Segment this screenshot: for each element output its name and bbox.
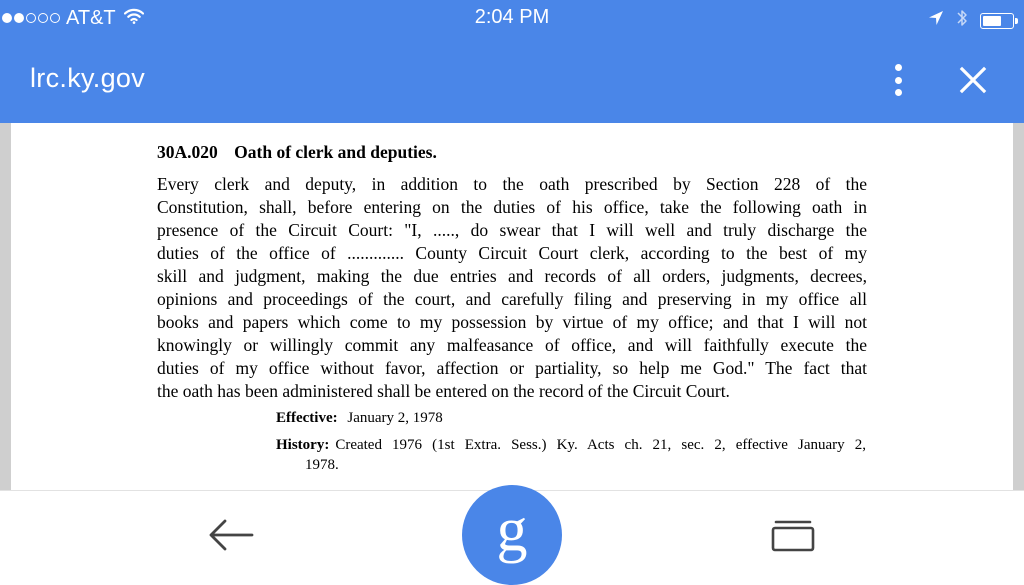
bluetooth-icon xyxy=(956,8,968,33)
page-url-title: lrc.ky.gov xyxy=(30,63,146,93)
body-line: books and papers which come to my possession by virtue of my office; and that I will not xyxy=(157,312,867,332)
history-continuation: 1978. xyxy=(305,457,339,473)
body-line: Every clerk and deputy, in addition to the oath prescribed by Section 228 of the xyxy=(157,174,867,194)
effective-label: Effective: xyxy=(276,410,338,426)
close-button[interactable] xyxy=(957,64,989,96)
carrier-name: AT&T xyxy=(66,6,116,29)
browser-toolbar xyxy=(0,38,1024,123)
location-arrow-icon xyxy=(928,10,944,31)
body-line: Constitution, shall, before entering on the duties of his office, take the following oath in xyxy=(157,197,867,217)
clock: 2:04 PM xyxy=(474,6,550,28)
section-number: 30A.020 xyxy=(157,142,218,162)
more-vert-icon xyxy=(895,64,902,71)
body-line: skill and judgment, making the due entries and records of all orders, judgments, decrees, xyxy=(157,266,867,286)
history-text: Created 1976 (1st Extra. Sess.) Ky. Acts ch. 21, sec. 2, effective January 2, xyxy=(335,437,866,453)
tabs-button[interactable] xyxy=(770,517,816,553)
bottom-navigation-bar xyxy=(0,490,1024,578)
history-line xyxy=(276,435,866,455)
close-icon xyxy=(957,64,989,96)
body-line: presence of the Circuit Court: "I, ....., do swear that I will well and truly discharge the xyxy=(157,220,867,240)
more-options-button[interactable] xyxy=(884,64,912,96)
status-indicators xyxy=(928,8,1014,33)
body-line: duties of my office without favor, affection or partiality, so help me God." The fact that xyxy=(157,358,867,378)
google-search-button[interactable] xyxy=(462,485,562,585)
tabs-icon xyxy=(770,517,816,553)
battery-level xyxy=(983,16,1001,26)
document-viewer[interactable] xyxy=(0,123,1024,490)
body-line: the oath has been administered shall be entered on the record of the Circuit Court. xyxy=(157,381,730,401)
body-line: duties of the office of ............. County Circuit Court clerk, according to the best of my xyxy=(157,243,867,263)
statute-body xyxy=(157,173,867,403)
document-page xyxy=(11,123,1013,490)
effective-date xyxy=(276,410,443,427)
back-button[interactable] xyxy=(206,515,256,555)
body-line: opinions and proceedings of the court, and carefully filing and preserving in my office all xyxy=(157,289,867,309)
battery-icon xyxy=(980,13,1014,29)
section-heading xyxy=(157,142,437,163)
status-bar xyxy=(0,0,1024,38)
effective-value: January 2, 1978 xyxy=(347,410,443,426)
body-line: knowingly or willingly commit any malfeasance of office, and will faithfully execute the xyxy=(157,335,867,355)
google-g-icon: g xyxy=(496,496,528,564)
history-note xyxy=(276,435,866,475)
history-label: History: xyxy=(276,437,330,453)
back-arrow-icon xyxy=(206,515,256,555)
section-title: Oath of clerk and deputies. xyxy=(234,142,437,162)
